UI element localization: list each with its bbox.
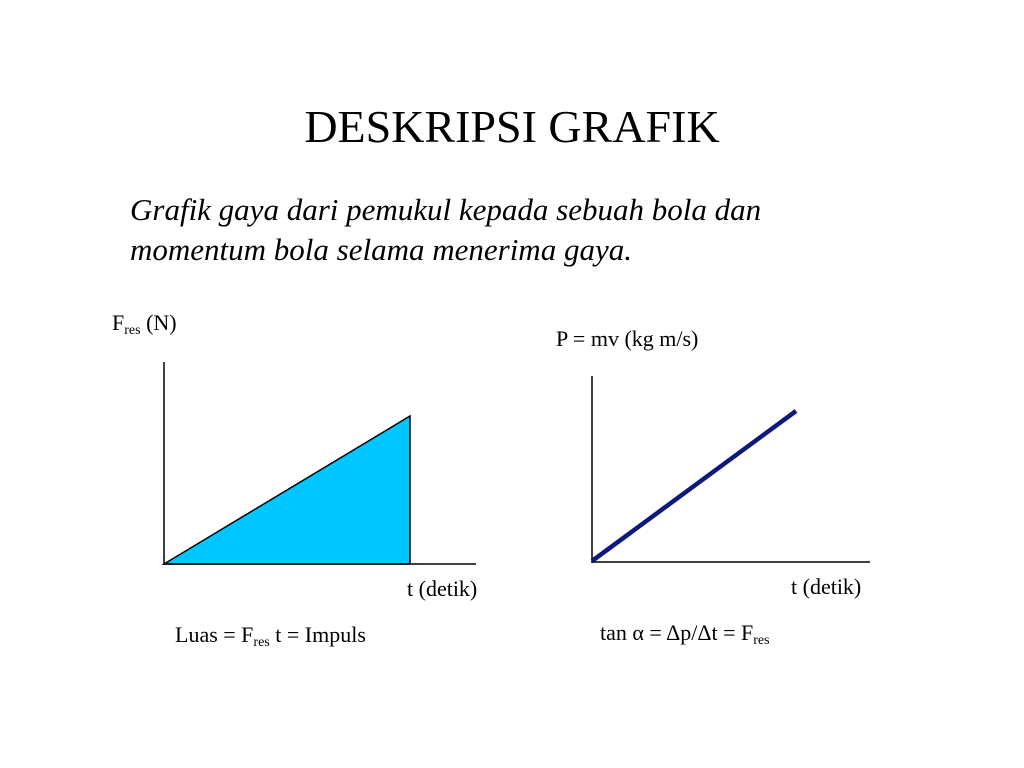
impulse-caption-subscript: res [253,635,270,650]
slope-caption [600,620,770,648]
force-time-graph [164,362,476,565]
page-title: DESKRIPSI GRAFIK [304,101,720,152]
impulse-area [164,416,410,564]
momentum-time-graph [592,376,870,563]
impulse-caption-start: Luas = F [175,622,254,647]
force-time-axis-label: t (detik) [407,576,478,601]
force-subscript: res [124,323,141,338]
description-line-2: momentum bola selama menerima gaya. [130,232,632,267]
slope-caption-start: tan α = Δp/Δt = F [600,620,754,645]
momentum-time-axis-label: t (detik) [791,574,862,599]
description-line-1: Grafik gaya dari pemukul kepada sebuah bola dan [130,192,762,227]
force-unit: (N) [140,310,177,335]
momentum-line [592,411,796,561]
impulse-caption-end: t = Impuls [269,622,366,647]
impulse-caption [175,622,366,650]
force-symbol: F [112,310,125,335]
slope-caption-subscript: res [753,633,770,648]
momentum-axis-label: P = mv (kg m/s) [556,326,699,351]
